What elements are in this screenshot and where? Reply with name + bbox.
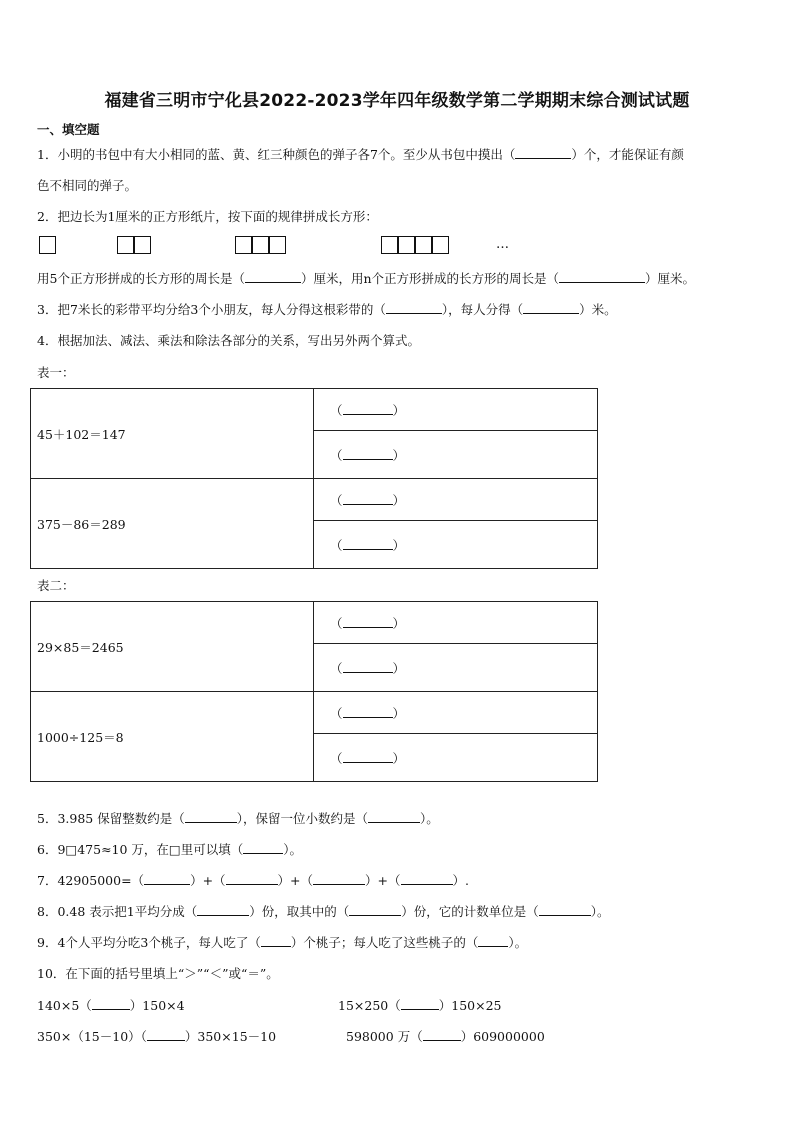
answer-cell[interactable]: （ ） bbox=[314, 521, 598, 569]
section-heading: 一、填空题 bbox=[37, 122, 100, 137]
compare-item bbox=[338, 998, 502, 1014]
answer-blank[interactable] bbox=[401, 998, 439, 1010]
square-pattern-3 bbox=[269, 236, 286, 254]
answer-blank[interactable] bbox=[478, 935, 508, 947]
q1-text-b: ）个，才能保证有颜 bbox=[571, 147, 684, 162]
table-row bbox=[31, 389, 598, 431]
table-row bbox=[31, 479, 598, 521]
q7-text-c: ）+（ bbox=[277, 873, 314, 888]
square-pattern-3 bbox=[235, 236, 252, 254]
compare-left: 598000 万（ bbox=[346, 1029, 423, 1044]
q6-text-a: 6．9□475≈10 万，在□里可以填（ bbox=[37, 842, 244, 857]
answer-blank[interactable] bbox=[368, 811, 420, 823]
answer-blank[interactable] bbox=[539, 904, 591, 916]
square-pattern-2 bbox=[117, 236, 134, 254]
equation-cell: 29×85＝2465 bbox=[31, 602, 314, 692]
compare-left: 350×（15－10）（ bbox=[37, 1029, 147, 1044]
q6-text-b: ）。 bbox=[283, 842, 303, 857]
answer-blank[interactable] bbox=[261, 935, 291, 947]
table-2 bbox=[30, 601, 598, 782]
answer-cell[interactable]: （ ） bbox=[314, 389, 598, 431]
question-5 bbox=[37, 811, 439, 827]
equation-cell: 375－86＝289 bbox=[31, 479, 314, 569]
square-pattern-3 bbox=[252, 236, 269, 254]
question-3 bbox=[37, 302, 617, 318]
question-2-text: 2．把边长为1厘米的正方形纸片，按下面的规律拼成长方形： bbox=[37, 209, 378, 224]
table-1 bbox=[30, 388, 598, 569]
q9-text-b: ）个桃子；每人吃了这些桃子的（ bbox=[290, 935, 479, 950]
q7-text-a: 7．42905000=（ bbox=[37, 873, 145, 888]
answer-blank[interactable] bbox=[423, 1029, 461, 1041]
square-pattern-2 bbox=[134, 236, 151, 254]
q9-text-c: ）。 bbox=[508, 935, 528, 950]
compare-left: 140×5（ bbox=[37, 998, 92, 1013]
q8-text-c: ）份，它的计数单位是（ bbox=[401, 904, 539, 919]
table-row bbox=[31, 692, 598, 734]
q3-text-b: ），每人分得（ bbox=[441, 302, 524, 317]
answer-blank[interactable] bbox=[515, 147, 571, 159]
q8-text-a: 8．0.48 表示把1平均分成（ bbox=[37, 904, 198, 919]
question-10-text: 10．在下面的括号里填上“＞”“＜”或“＝”。 bbox=[37, 966, 279, 981]
compare-item bbox=[37, 1029, 276, 1045]
square-pattern-1 bbox=[39, 236, 56, 254]
q2-text-a: 用5个正方形拼成的长方形的周长是（ bbox=[37, 271, 245, 286]
answer-cell[interactable]: （ ） bbox=[314, 734, 598, 782]
answer-blank[interactable] bbox=[226, 873, 278, 885]
q2-text-c: ）厘米。 bbox=[645, 271, 696, 286]
q9-text-a: 9．4个人平均分吃3个桃子，每人吃了（ bbox=[37, 935, 261, 950]
answer-blank[interactable] bbox=[523, 302, 579, 314]
table-2-label: 表二： bbox=[37, 578, 75, 593]
q7-text-d: ）+（ bbox=[365, 873, 401, 888]
answer-blank[interactable] bbox=[147, 1029, 185, 1041]
q3-text-a: 3．把7米长的彩带平均分给3个小朋友，每人分得这根彩带的（ bbox=[37, 302, 386, 317]
question-9 bbox=[37, 935, 527, 951]
compare-right: ）150×25 bbox=[438, 998, 502, 1013]
equation-cell: 1000÷125＝8 bbox=[31, 692, 314, 782]
equation-cell: 45＋102＝147 bbox=[31, 389, 314, 479]
q2-text-b: ）厘米，用n个正方形拼成的长方形的周长是（ bbox=[300, 271, 560, 286]
square-pattern-4 bbox=[432, 236, 449, 254]
answer-cell[interactable]: （ ） bbox=[314, 644, 598, 692]
answer-cell[interactable]: （ ） bbox=[314, 431, 598, 479]
answer-cell[interactable]: （ ） bbox=[314, 479, 598, 521]
answer-blank[interactable] bbox=[144, 873, 190, 885]
compare-right: ）609000000 bbox=[460, 1029, 545, 1044]
question-7 bbox=[37, 873, 469, 889]
question-8 bbox=[37, 904, 610, 920]
compare-item bbox=[37, 998, 185, 1014]
answer-blank[interactable] bbox=[197, 904, 249, 916]
q5-text-c: ）。 bbox=[419, 811, 439, 826]
answer-blank[interactable] bbox=[313, 873, 365, 885]
table-row bbox=[31, 602, 598, 644]
q7-text-b: ）+（ bbox=[190, 873, 226, 888]
compare-item bbox=[346, 1029, 545, 1045]
question-1-line-1 bbox=[37, 147, 684, 163]
q7-text-e: ）. bbox=[452, 873, 469, 888]
question-6 bbox=[37, 842, 302, 858]
answer-blank[interactable] bbox=[92, 998, 130, 1010]
answer-blank[interactable] bbox=[386, 302, 442, 314]
q8-text-b: ）份，取其中的（ bbox=[249, 904, 350, 919]
square-pattern-4 bbox=[398, 236, 415, 254]
q8-text-d: ）。 bbox=[590, 904, 610, 919]
answer-blank[interactable] bbox=[245, 271, 301, 283]
answer-blank[interactable] bbox=[185, 811, 237, 823]
question-2-line bbox=[37, 271, 695, 287]
compare-right: ）350×15－10 bbox=[184, 1029, 277, 1044]
question-4-text: 4．根据加法、减法、乘法和除法各部分的关系，写出另外两个算式。 bbox=[37, 333, 420, 348]
q5-text-b: ），保留一位小数约是（ bbox=[236, 811, 368, 826]
question-1-line-2: 色不相同的弹子。 bbox=[37, 178, 138, 193]
compare-right: ）150×4 bbox=[129, 998, 185, 1013]
q1-text-a: 1．小明的书包中有大小相同的蓝、黄、红三种颜色的弹子各7个。至少从书包中摸出（ bbox=[37, 147, 516, 162]
table-1-label: 表一： bbox=[37, 365, 75, 380]
square-pattern-4 bbox=[415, 236, 432, 254]
answer-cell[interactable]: （ ） bbox=[314, 602, 598, 644]
square-pattern-4 bbox=[381, 236, 398, 254]
page-title: 福建省三明市宁化县2022-2023学年四年级数学第二学期期末综合测试试题 bbox=[104, 91, 690, 111]
ellipsis: … bbox=[496, 237, 509, 252]
answer-blank[interactable] bbox=[349, 904, 401, 916]
answer-blank[interactable] bbox=[401, 873, 453, 885]
answer-blank[interactable] bbox=[243, 842, 283, 854]
q5-text-a: 5．3.985 保留整数约是（ bbox=[37, 811, 185, 826]
answer-blank[interactable] bbox=[559, 271, 645, 283]
compare-left: 15×250（ bbox=[338, 998, 401, 1013]
q3-text-c: ）米。 bbox=[579, 302, 617, 317]
answer-cell[interactable]: （ ） bbox=[314, 692, 598, 734]
